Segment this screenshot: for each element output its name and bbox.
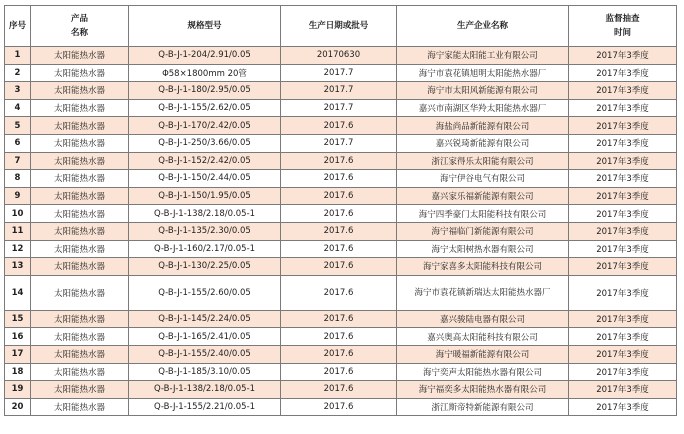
cell-serial: 8 — [5, 170, 31, 188]
cell-production-date: 2017.6 — [281, 152, 397, 170]
header-inspection-time: 监督抽查 时间 — [569, 6, 677, 47]
cell-serial: 18 — [5, 363, 31, 381]
cell-spec-model: Q-B-J-1-150/1.95/0.05 — [129, 187, 281, 205]
cell-manufacturer: 海宁四季豪门太阳能科技有限公司 — [397, 205, 569, 223]
header-serial: 序号 — [5, 6, 31, 47]
cell-serial: 11 — [5, 222, 31, 240]
cell-inspection-time: 2017年3季度 — [569, 310, 677, 328]
table-row — [5, 134, 677, 152]
table-row — [5, 328, 677, 346]
cell-manufacturer: 嘉兴家乐福新能源有限公司 — [397, 187, 569, 205]
cell-manufacturer: 海宁奕声太阳能热水器有限公司 — [397, 363, 569, 381]
cell-serial: 20 — [5, 398, 31, 416]
table-header-row — [5, 6, 677, 47]
cell-production-date: 2017.6 — [281, 222, 397, 240]
cell-serial: 4 — [5, 99, 31, 117]
cell-manufacturer: 海宁福奕多太阳能热水器有限公司 — [397, 381, 569, 399]
cell-production-date: 2017.6 — [281, 381, 397, 399]
cell-serial: 14 — [5, 275, 31, 310]
cell-serial: 3 — [5, 82, 31, 100]
cell-product-name: 太阳能热水器 — [31, 345, 129, 363]
cell-production-date: 2017.6 — [281, 398, 397, 416]
cell-manufacturer: 浙江斯帝特新能源有限公司 — [397, 398, 569, 416]
cell-inspection-time: 2017年3季度 — [569, 275, 677, 310]
cell-serial: 19 — [5, 381, 31, 399]
cell-serial: 6 — [5, 134, 31, 152]
cell-production-date: 2017.6 — [281, 170, 397, 188]
cell-spec-model: Q-B-J-1-165/2.41/0.05 — [129, 328, 281, 346]
cell-spec-model: Q-B-J-1-250/3.66/0.05 — [129, 134, 281, 152]
cell-production-date: 2017.6 — [281, 363, 397, 381]
cell-inspection-time: 2017年3季度 — [569, 381, 677, 399]
cell-serial: 2 — [5, 64, 31, 82]
table-row — [5, 275, 677, 310]
cell-inspection-time: 2017年3季度 — [569, 187, 677, 205]
cell-product-name: 太阳能热水器 — [31, 381, 129, 399]
cell-product-name: 太阳能热水器 — [31, 47, 129, 65]
cell-inspection-time: 2017年3季度 — [569, 240, 677, 258]
table-row — [5, 152, 677, 170]
cell-serial: 9 — [5, 187, 31, 205]
cell-inspection-time: 2017年3季度 — [569, 345, 677, 363]
cell-inspection-time: 2017年3季度 — [569, 152, 677, 170]
table-row — [5, 205, 677, 223]
cell-inspection-time: 2017年3季度 — [569, 134, 677, 152]
cell-product-name: 太阳能热水器 — [31, 363, 129, 381]
cell-manufacturer: 嘉兴锐琦新能源有限公司 — [397, 134, 569, 152]
table-row — [5, 47, 677, 65]
cell-product-name: 太阳能热水器 — [31, 152, 129, 170]
cell-production-date: 2017.7 — [281, 134, 397, 152]
cell-product-name: 太阳能热水器 — [31, 222, 129, 240]
cell-spec-model: Φ58×1800mm 20管 — [129, 64, 281, 82]
cell-manufacturer: 海宁市太阳风新能源有限公司 — [397, 82, 569, 100]
cell-production-date: 2017.6 — [281, 275, 397, 310]
cell-manufacturer: 海宁暖福新能源有限公司 — [397, 345, 569, 363]
cell-spec-model: Q-B-J-1-180/2.95/0.05 — [129, 82, 281, 100]
cell-production-date: 2017.7 — [281, 99, 397, 117]
cell-serial: 5 — [5, 117, 31, 135]
table-row — [5, 258, 677, 276]
cell-production-date: 2017.6 — [281, 117, 397, 135]
cell-product-name: 太阳能热水器 — [31, 170, 129, 188]
table-row — [5, 363, 677, 381]
table-row — [5, 222, 677, 240]
cell-production-date: 2017.6 — [281, 205, 397, 223]
cell-spec-model: Q-B-J-1-204/2.91/0.05 — [129, 47, 281, 65]
table-body — [5, 47, 677, 416]
cell-inspection-time: 2017年3季度 — [569, 47, 677, 65]
cell-production-date: 2017.6 — [281, 187, 397, 205]
cell-serial: 1 — [5, 47, 31, 65]
header-product-name: 产品 名称 — [31, 6, 129, 47]
table-row — [5, 170, 677, 188]
cell-inspection-time: 2017年3季度 — [569, 82, 677, 100]
cell-inspection-time: 2017年3季度 — [569, 258, 677, 276]
cell-manufacturer: 海宁伊谷电气有限公司 — [397, 170, 569, 188]
cell-spec-model: Q-B-J-1-145/2.24/0.05 — [129, 310, 281, 328]
cell-spec-model: Q-B-J-1-130/2.25/0.05 — [129, 258, 281, 276]
cell-spec-model: Q-B-J-1-160/2.17/0.05-1 — [129, 240, 281, 258]
cell-manufacturer: 嘉兴奥高太阳能科技有限公司 — [397, 328, 569, 346]
table-row — [5, 82, 677, 100]
cell-product-name: 太阳能热水器 — [31, 205, 129, 223]
cell-spec-model: Q-B-J-1-135/2.30/0.05 — [129, 222, 281, 240]
cell-product-name: 太阳能热水器 — [31, 187, 129, 205]
cell-serial: 13 — [5, 258, 31, 276]
cell-spec-model: Q-B-J-1-155/2.40/0.05 — [129, 345, 281, 363]
cell-spec-model: Q-B-J-1-152/2.42/0.05 — [129, 152, 281, 170]
cell-inspection-time: 2017年3季度 — [569, 363, 677, 381]
cell-spec-model: Q-B-J-1-150/2.44/0.05 — [129, 170, 281, 188]
cell-inspection-time: 2017年3季度 — [569, 170, 677, 188]
cell-product-name: 太阳能热水器 — [31, 64, 129, 82]
cell-manufacturer: 海盐尚品新能源有限公司 — [397, 117, 569, 135]
cell-serial: 17 — [5, 345, 31, 363]
cell-product-name: 太阳能热水器 — [31, 258, 129, 276]
cell-serial: 10 — [5, 205, 31, 223]
cell-product-name: 太阳能热水器 — [31, 275, 129, 310]
cell-product-name: 太阳能热水器 — [31, 240, 129, 258]
cell-production-date: 2017.6 — [281, 345, 397, 363]
cell-production-date: 2017.7 — [281, 64, 397, 82]
cell-spec-model: Q-B-J-1-185/3.10/0.05 — [129, 363, 281, 381]
cell-serial: 16 — [5, 328, 31, 346]
cell-product-name: 太阳能热水器 — [31, 117, 129, 135]
cell-inspection-time: 2017年3季度 — [569, 205, 677, 223]
cell-inspection-time: 2017年3季度 — [569, 99, 677, 117]
cell-production-date: 2017.7 — [281, 82, 397, 100]
cell-product-name: 太阳能热水器 — [31, 398, 129, 416]
table-row — [5, 345, 677, 363]
table-row — [5, 240, 677, 258]
table-row — [5, 117, 677, 135]
cell-spec-model: Q-B-J-1-138/2.18/0.05-1 — [129, 381, 281, 399]
cell-manufacturer: 嘉兴骏陆电器有限公司 — [397, 310, 569, 328]
cell-manufacturer: 海宁市袁花镇旭明太阳能热水器厂 — [397, 64, 569, 82]
table-row — [5, 310, 677, 328]
cell-inspection-time: 2017年3季度 — [569, 222, 677, 240]
cell-product-name: 太阳能热水器 — [31, 328, 129, 346]
cell-spec-model: Q-B-J-1-138/2.18/0.05-1 — [129, 205, 281, 223]
cell-production-date: 20170630 — [281, 47, 397, 65]
cell-serial: 15 — [5, 310, 31, 328]
cell-product-name: 太阳能热水器 — [31, 134, 129, 152]
cell-manufacturer: 海宁家喜多太阳能科技有限公司 — [397, 258, 569, 276]
table-row — [5, 64, 677, 82]
inspection-table-container — [4, 5, 677, 416]
cell-manufacturer: 海宁市袁花镇新瑞达太阳能热水器厂 — [397, 275, 569, 310]
cell-manufacturer: 海宁太阳树热水器有限公司 — [397, 240, 569, 258]
cell-spec-model: Q-B-J-1-155/2.60/0.05 — [129, 275, 281, 310]
cell-product-name: 太阳能热水器 — [31, 310, 129, 328]
table-row — [5, 381, 677, 399]
table-row — [5, 187, 677, 205]
cell-production-date: 2017.6 — [281, 328, 397, 346]
header-spec-model: 规格型号 — [129, 6, 281, 47]
table-row — [5, 398, 677, 416]
cell-serial: 12 — [5, 240, 31, 258]
cell-inspection-time: 2017年3季度 — [569, 398, 677, 416]
inspection-table — [4, 5, 677, 416]
cell-manufacturer: 海宁福临门新能源有限公司 — [397, 222, 569, 240]
cell-production-date: 2017.6 — [281, 258, 397, 276]
cell-manufacturer: 嘉兴市南湖区华羚太阳能热水器厂 — [397, 99, 569, 117]
cell-production-date: 2017.6 — [281, 240, 397, 258]
cell-spec-model: Q-B-J-1-155/2.62/0.05 — [129, 99, 281, 117]
header-production-date: 生产日期或批号 — [281, 6, 397, 47]
cell-spec-model: Q-B-J-1-170/2.42/0.05 — [129, 117, 281, 135]
cell-manufacturer: 浙江家得乐太阳能有限公司 — [397, 152, 569, 170]
header-manufacturer: 生产企业名称 — [397, 6, 569, 47]
table-row — [5, 99, 677, 117]
cell-manufacturer: 海宁家能太阳能工业有限公司 — [397, 47, 569, 65]
cell-inspection-time: 2017年3季度 — [569, 328, 677, 346]
cell-product-name: 太阳能热水器 — [31, 99, 129, 117]
cell-product-name: 太阳能热水器 — [31, 82, 129, 100]
cell-spec-model: Q-B-J-1-155/2.21/0.05-1 — [129, 398, 281, 416]
cell-inspection-time: 2017年3季度 — [569, 117, 677, 135]
cell-production-date: 2017.6 — [281, 310, 397, 328]
cell-serial: 7 — [5, 152, 31, 170]
cell-inspection-time: 2017年3季度 — [569, 64, 677, 82]
